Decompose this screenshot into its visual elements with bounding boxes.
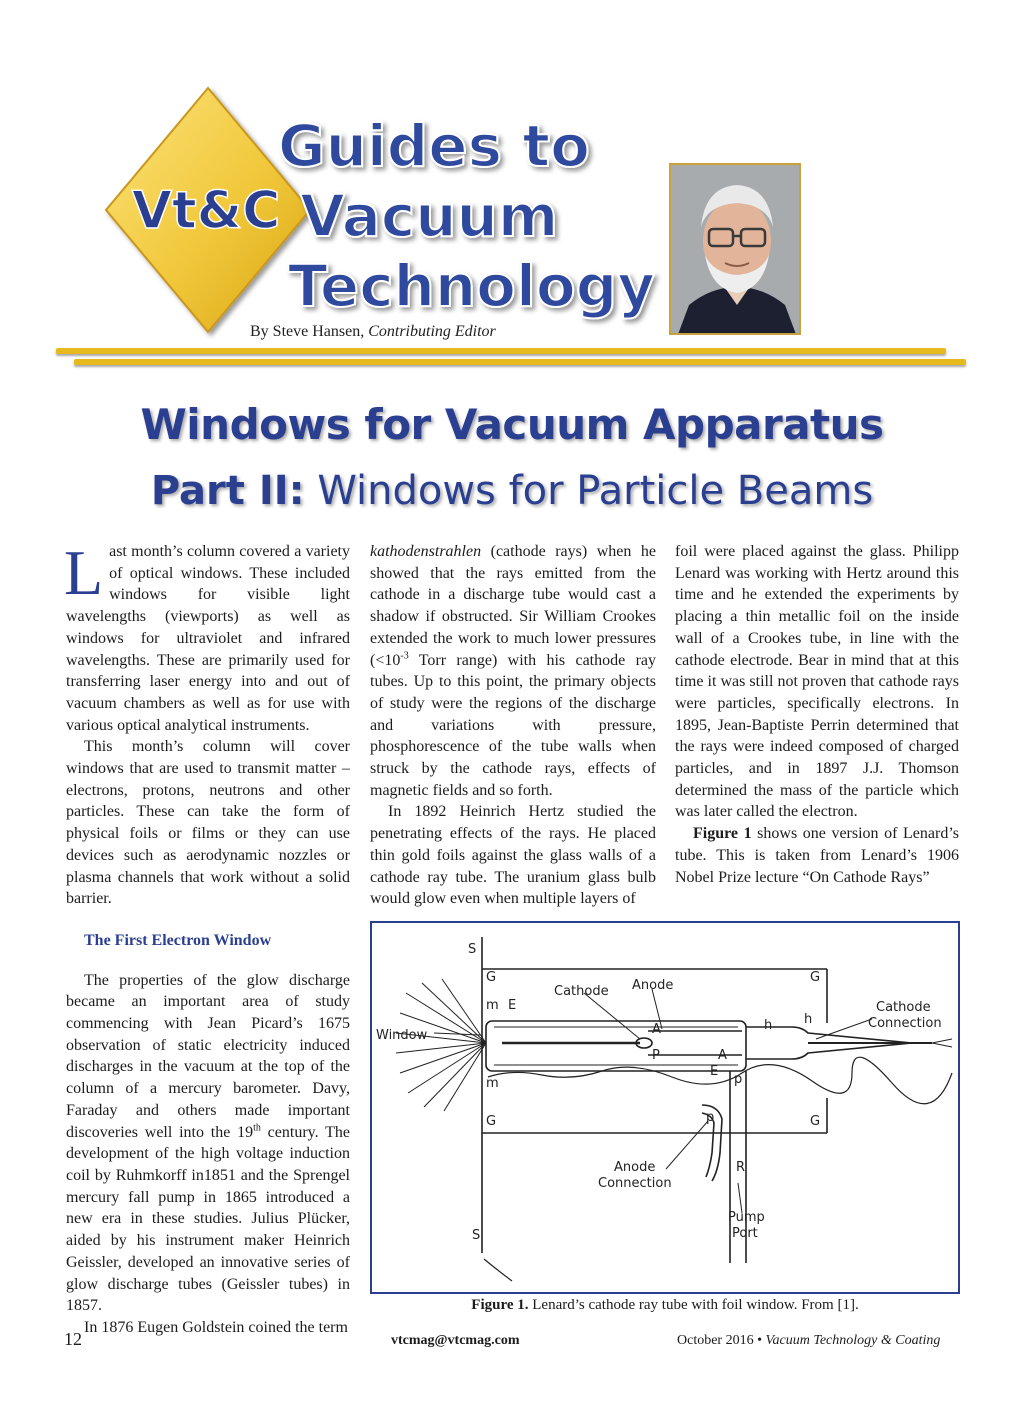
figure-label-pump-port-2: Port xyxy=(732,1226,758,1241)
footer-issue xyxy=(677,1333,940,1349)
figure-label-anode: Anode xyxy=(632,978,674,993)
figure-label-p1: P xyxy=(652,1048,660,1063)
figure-label-p2: p xyxy=(734,1072,743,1087)
paragraph: The properties of the glow discharge became an important area of study commencing with Jean Picard’s 1675 observation of static electricity induced discharges in the vacuum at the top of the column of a mercury barometer. Davy, Faraday and others made important discoveries well into the 19th century. The development of the high voltage induction coil by Ruhmkorff in1851 and the Sprengel mercury fall pump in 1865 introduced a new era in these studies. Julius Plücker, aided by his instrument maker Heinrich Geissler, developed an innovative series of glow discharge tubes (Geissler tubes) in 1857. xyxy=(66,971,350,1315)
paragraph-continued: kathodenstrahlen (cathode rays) when he showed that the rays emitted from the cathode in a discharge tube would cast a shadow if obstructed. Sir William Crookes extended the work to much lower pressures ($<10^{-3}$ Torr range) with his cathode ray tubes. Up to this point, the primary objects of study were the regions of the discharge and variations with pressure, phosphorescence of the tube walls when struck by the cathode rays, effects of magnetic fields and so forth. xyxy=(370,543,656,799)
page-number: 12 xyxy=(64,1329,82,1349)
figure-label-a1: A xyxy=(652,1022,661,1037)
figure-label-g2: G xyxy=(810,970,821,985)
figure-label-cathode-connection-2: Connection xyxy=(868,1016,942,1031)
footer-email[interactable]: vtcmag@vtcmag.com xyxy=(391,1333,520,1348)
figure-label-m1: m xyxy=(486,998,499,1013)
header-rule-top xyxy=(56,348,946,354)
figure-label-anode-connection-2: Connection xyxy=(598,1176,672,1191)
figure-1 xyxy=(370,921,960,1294)
paragraph: This month’s column will cover windows that are used to transmit matter – electrons, protons, neutrons and other particles. These can take the form of physical foils or films or they can use devices such as aerodynamic nozzles or plasma channels that work without a solid barrier. xyxy=(66,738,350,908)
body-column-2 xyxy=(370,541,656,910)
paragraph: In 1892 Heinrich Hertz studied the penetrating effects of the rays. He placed thin gold foils against the glass walls of a cathode ray tube. The uranium glass bulb would glow even when multiple layers of xyxy=(370,803,656,908)
paragraph-intro: Last month’s column covered a variety of optical windows. These included windows for visible light wavelengths (viewports) as well as windows for ultraviolet and infrared wavelengths. These are primarily used for transferring laser energy into and out of vacuum chambers as well as for use with various optical analytical instruments. xyxy=(64,537,350,734)
figure-caption xyxy=(370,1297,960,1314)
figure-reference: Figure 1 xyxy=(693,825,752,843)
figure-label-s-bottom: S xyxy=(472,1228,481,1243)
figure-label-e2: E xyxy=(710,1064,719,1079)
section-heading: The First Electron Window xyxy=(84,931,272,949)
figure-label-h1: h xyxy=(764,1018,773,1033)
figure-caption-label: Figure 1. xyxy=(471,1297,529,1313)
figure-label-g4: G xyxy=(810,1114,821,1129)
publication-name: Vacuum Technology & Coating xyxy=(765,1333,941,1348)
vtc-logo-header xyxy=(0,0,1024,400)
byline-role: Contributing Editor xyxy=(368,323,496,340)
header-rule-bottom xyxy=(74,359,966,365)
logo-mark: Vt&C xyxy=(131,181,281,241)
figure-label-e1: E xyxy=(508,998,517,1013)
figure-label-g3: G xyxy=(486,1114,497,1129)
paragraph: Figure 1 shows one version of Lenard’s tube. This is taken from Lenard’s 1906 Nobel Prize lecture “On Cathode Rays” xyxy=(675,825,960,886)
logo-title-line2: Vacuum xyxy=(300,182,559,250)
article-part-label: Part II: xyxy=(150,468,305,514)
body-column-3 xyxy=(675,541,959,888)
author-portrait xyxy=(669,163,801,335)
figure-label-s-top: S xyxy=(468,942,477,957)
lenard-tube-diagram xyxy=(372,923,958,1292)
drop-cap: L xyxy=(64,537,104,608)
byline xyxy=(250,323,496,341)
logo-title-line1: Guides to xyxy=(278,112,590,180)
figure-label-cathode: Cathode xyxy=(554,984,609,999)
figure-label-a2: A xyxy=(718,1048,727,1063)
issue-date: October 2016 xyxy=(677,1333,754,1348)
figure-label-pump-port: Pump xyxy=(728,1210,765,1225)
logo-title-line3: Technology xyxy=(288,252,656,320)
paragraph: In 1876 Eugen Goldstein coined the term xyxy=(84,1318,348,1336)
article-subtitle xyxy=(0,468,1024,514)
article-title: Windows for Vacuum Apparatus xyxy=(140,400,884,449)
figure-label-p3: p xyxy=(706,1110,715,1125)
paragraph-continued: foil were placed against the glass. Philipp Lenard was working with Hertz around this time and he extended the experiments by placing a thin metallic foil on the inside wall of a Crookes tube, in line with the cathode electrode. Bear in mind that at this time it was still not proven that cathode rays were particles, specifically electrons. In 1895, Jean-Baptiste Perrin determined that the rays were indeed composed of charged particles, and in 1897 J.J. Thomson determined the mass of the particle which was later called the electron. xyxy=(675,543,959,821)
figure-label-g1: G xyxy=(486,970,497,985)
figure-label-anode-connection: Anode xyxy=(614,1160,656,1175)
figure-caption-text: Lenard’s cathode ray tube with foil window. From [1]. xyxy=(528,1297,859,1313)
figure-label-r: R xyxy=(736,1160,746,1175)
footer-separator: • xyxy=(757,1333,762,1348)
figure-label-window: Window xyxy=(376,1028,428,1043)
article-subtitle-text: Windows for Particle Beams xyxy=(317,468,874,514)
figure-label-m2: m xyxy=(486,1076,499,1091)
byline-author: By Steve Hansen, xyxy=(250,323,365,340)
figure-label-cathode-connection: Cathode xyxy=(876,1000,931,1015)
figure-label-h2: h xyxy=(804,1012,813,1027)
